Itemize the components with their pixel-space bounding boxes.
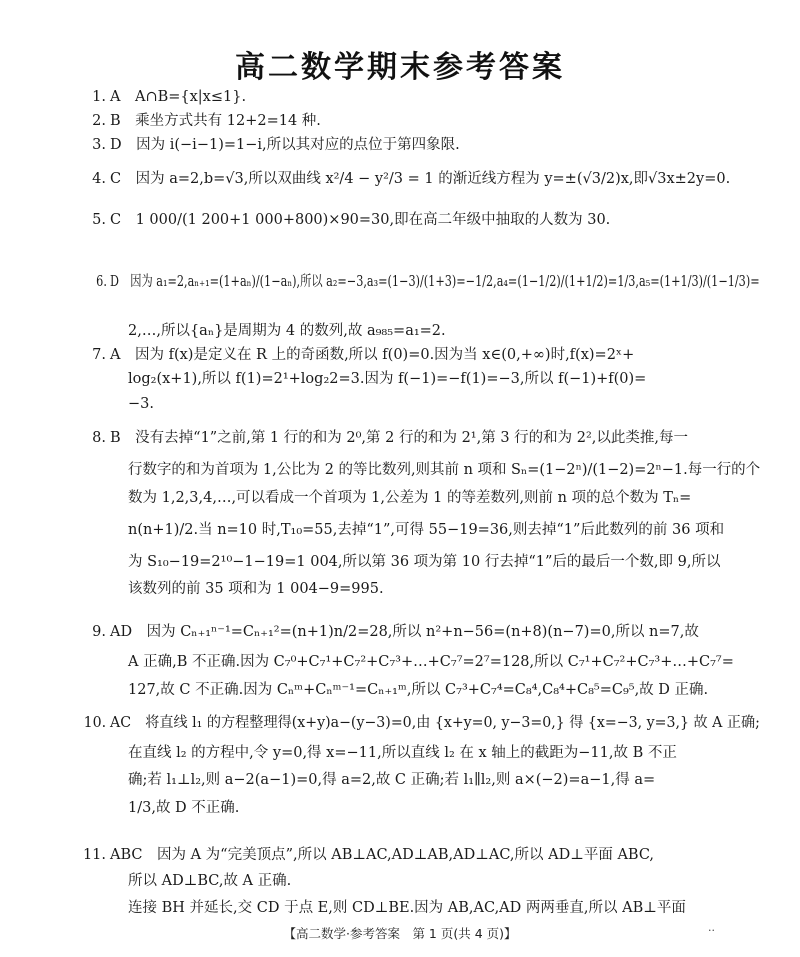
answer-text: A 正确,B 不正确.因为 C₇⁰+C₇¹+C₇²+C₇³+…+C₇⁷=2⁷=128,所以 C₇¹+C₇²+C₇³+…+C₇⁷=	[128, 654, 734, 670]
answer-text: 127,故 C 不正确.因为 Cₙᵐ+Cₙᵐ⁻¹=Cₙ₊₁ᵐ,所以 C₇³+C₇⁴=C₈⁴,C₈⁴+C₈⁵=C₉⁵,故 D 正确.	[128, 682, 709, 698]
answer-number: 11.	[82, 847, 106, 863]
answer-text: 数为 1,2,3,4,…,可以看成一个首项为 1,公差为 1 的等差数列,则前 n 项的总个数为 Tₙ=	[128, 490, 692, 506]
answer-continuation	[128, 461, 760, 479]
answer-text: log₂(x+1),所以 f(1)=2¹+log₂2=3.因为 f(−1)=−f(1)=−3,所以 f(−1)+f(0)=	[128, 371, 647, 387]
answer-continuation	[128, 799, 239, 817]
answer-continuation	[128, 370, 646, 388]
answer-text: 该数列的前 35 项和为 1 004−9=995.	[128, 581, 384, 597]
answer-continuation	[128, 899, 686, 917]
answer-text: n(n+1)/2.当 n=10 时,T₁₀=55,去掉“1”,可得 55−19=36,则去掉“1”后此数列的前 36 项和	[128, 522, 725, 538]
answer-item	[92, 211, 611, 229]
answer-continuation	[128, 744, 677, 762]
answer-text: 行数字的和为首项为 1,公比为 2 的等比数列,则其前 n 项和 Sₙ=(1−2ⁿ)/(1−2)=2ⁿ−1.每一行的个	[128, 462, 761, 478]
answer-text: 所以 AD⊥BC,故 A 正确.	[128, 873, 292, 889]
answer-text: 确;若 l₁⊥l₂,则 a−2(a−1)=0,得 a=2,故 C 正确;若 l₁∥l₂,则 a×(−2)=a−1,得 a=	[128, 772, 656, 788]
answer-number: 3.	[92, 137, 106, 153]
answer-text: B 乘坐方式共有 12+2=14 种.	[110, 113, 321, 129]
answer-item	[92, 112, 321, 130]
answer-continuation	[128, 521, 724, 539]
answer-text: 在直线 l₂ 的方程中,令 y=0,得 x=−11,所以直线 l₂ 在 x 轴上的截距为−11,故 B 不正	[128, 745, 677, 761]
answer-text: D 因为 i(−i−1)=1−i,所以其对应的点位于第四象限.	[110, 137, 460, 153]
answer-text: 连接 BH 并延长,交 CD 于点 E,则 CD⊥BE.因为 AB,AC,AD 两两垂直,所以 AB⊥平面	[128, 900, 686, 916]
answer-number: 4.	[92, 171, 106, 187]
answer-number: 9.	[92, 624, 106, 640]
answer-text: A A∩B={x|x≤1}.	[110, 89, 247, 105]
answer-text: D 因为 a₁=2,aₙ₊₁=(1+aₙ)/(1−aₙ),所以 a₂=−3,a₃=(1−3)/(1+3)=−1/2,a₄=(1−1/2)/(1+1/2)=1/3,a₅=(1+1/3)/(1−1/3)=	[110, 274, 760, 290]
answer-continuation	[128, 580, 384, 598]
answer-text: ABC 因为 A 为“完美顶点”,所以 AB⊥AC,AD⊥AB,AD⊥AC,所以 AD⊥平面 ABC,	[110, 847, 655, 863]
answer-text: AC 将直线 l₁ 的方程整理得(x+y)a−(y−3)=0,由 {x+y=0, y−3=0,} 得 {x=−3, y=3,} 故 A 正确;	[110, 715, 760, 731]
answer-item	[92, 429, 689, 447]
answer-number: 10.	[83, 715, 107, 731]
answer-number: 7.	[92, 347, 106, 363]
answer-item	[92, 623, 699, 641]
answer-text: A 因为 f(x)是定义在 R 上的奇函数,所以 f(0)=0.因为当 x∈(0,+∞)时,f(x)=2ˣ+	[110, 347, 635, 363]
answer-continuation	[128, 653, 734, 671]
answer-continuation	[128, 322, 446, 340]
answer-number: 1.	[92, 89, 106, 105]
answer-continuation	[128, 872, 291, 890]
answer-text: 1/3,故 D 不正确.	[128, 800, 240, 816]
answer-continuation	[128, 395, 154, 413]
answer-number: 8.	[92, 430, 106, 446]
answer-text: AD 因为 Cₙ₊₁ⁿ⁻¹=Cₙ₊₁²=(n+1)n/2=28,所以 n²+n−56=(n+8)(n−7)=0,所以 n=7,故	[110, 624, 699, 640]
corner-mark: ··	[708, 924, 715, 937]
answer-continuation	[128, 681, 708, 699]
answer-text: 2,…,所以{aₙ}是周期为 4 的数列,故 a₉₈₅=a₁=2.	[128, 323, 446, 339]
answer-text: B 没有去掉“1”之前,第 1 行的和为 2⁰,第 2 行的和为 2¹,第 3 行的和为 2²,以此类推,每一	[110, 430, 689, 446]
answer-item	[83, 714, 760, 732]
answer-item	[92, 346, 635, 364]
answer-item	[96, 273, 760, 291]
answer-text: C 1 000/(1 200+1 000+800)×90=30,即在高二年级中抽取的人数为 30.	[110, 212, 611, 228]
answer-number: 2.	[92, 113, 106, 129]
answer-item	[82, 846, 655, 864]
answer-item	[92, 170, 731, 188]
answer-number: 5.	[92, 212, 106, 228]
answer-text: 为 S₁₀−19=2¹⁰−1−19=1 004,所以第 36 项为第 10 行去掉“1”后的最后一个数,即 9,所以	[128, 554, 721, 570]
answer-text: −3.	[128, 396, 154, 412]
answer-continuation	[128, 489, 691, 507]
answer-item	[92, 136, 460, 154]
page-title: 高二数学期末参考答案	[235, 50, 565, 85]
page-footer: 【高二数学·参考答案 第 1 页(共 4 页)】	[283, 926, 517, 941]
answer-item	[92, 88, 247, 106]
answer-number: 6.	[96, 274, 107, 290]
answer-continuation	[128, 553, 720, 571]
answer-continuation	[128, 771, 655, 789]
answer-text: C 因为 a=2,b=√3,所以双曲线 x²/4 − y²/3 = 1 的渐近线方程为 y=±(√3/2)x,即√3x±2y=0.	[110, 171, 731, 187]
